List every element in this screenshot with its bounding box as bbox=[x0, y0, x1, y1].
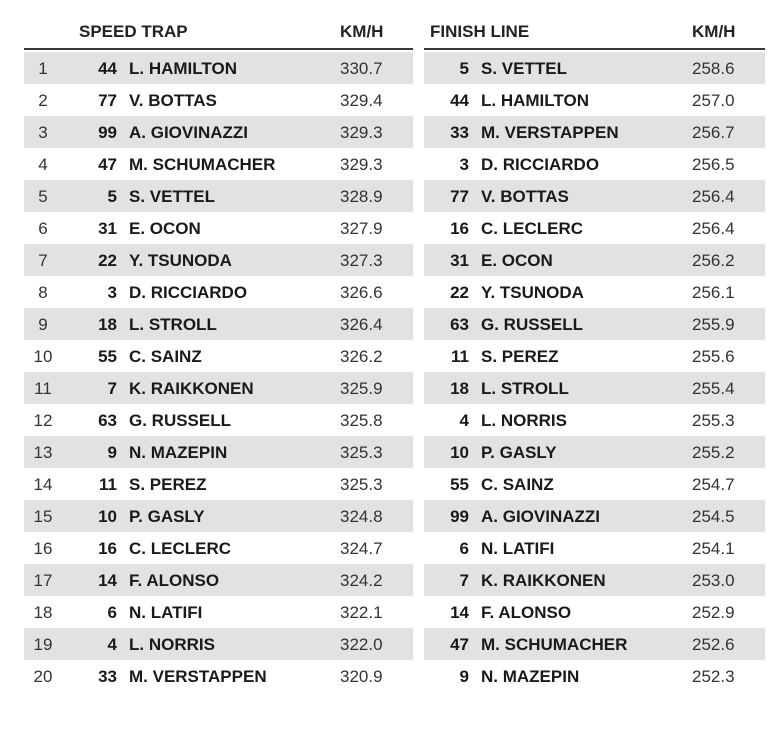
driver-name-cell: L. NORRIS bbox=[129, 635, 215, 654]
position-cell: 10 bbox=[33, 347, 53, 366]
driver-name-cell: V. BOTTAS bbox=[481, 187, 569, 206]
speed-cell: 252.6 bbox=[692, 635, 735, 654]
speed-cell: 255.4 bbox=[692, 379, 735, 398]
speed-cell: 325.9 bbox=[340, 379, 383, 398]
speed-cell: 327.9 bbox=[340, 219, 383, 238]
speed-cell: 254.7 bbox=[692, 475, 735, 494]
position-cell: 13 bbox=[33, 443, 53, 462]
driver-name-cell: N. LATIFI bbox=[481, 539, 555, 558]
car-number-cell: 9 bbox=[459, 667, 469, 686]
driver-name-cell: G. RUSSELL bbox=[129, 411, 232, 430]
speed-cell: 324.7 bbox=[340, 539, 383, 558]
speed-cell: 327.3 bbox=[340, 251, 383, 270]
driver-name-cell: S. VETTEL bbox=[481, 59, 567, 78]
table-row bbox=[24, 84, 413, 116]
finish-line-title: FINISH LINE bbox=[430, 22, 530, 41]
speed-cell: 322.0 bbox=[340, 635, 383, 654]
speed-trap-table bbox=[24, 14, 413, 692]
table-row bbox=[424, 244, 765, 276]
speed-cell: 255.2 bbox=[692, 443, 735, 462]
table-row bbox=[424, 148, 765, 180]
speed-cell: 329.3 bbox=[340, 123, 383, 142]
position-cell: 9 bbox=[38, 315, 48, 334]
car-number-cell: 14 bbox=[98, 571, 117, 590]
car-number-cell: 10 bbox=[98, 507, 117, 526]
driver-name-cell: E. OCON bbox=[481, 251, 553, 270]
car-number-cell: 33 bbox=[450, 123, 469, 142]
speed-cell: 255.3 bbox=[692, 411, 735, 430]
car-number-cell: 18 bbox=[98, 315, 117, 334]
speed-cell: 324.8 bbox=[340, 507, 383, 526]
driver-name-cell: P. GASLY bbox=[129, 507, 205, 526]
driver-name-cell: N. MAZEPIN bbox=[129, 443, 228, 462]
driver-name-cell: A. GIOVINAZZI bbox=[481, 507, 600, 526]
speed-cell: 329.3 bbox=[340, 155, 383, 174]
car-number-cell: 47 bbox=[98, 155, 117, 174]
table-row bbox=[424, 52, 765, 84]
car-number-cell: 99 bbox=[450, 507, 469, 526]
table-row bbox=[424, 340, 765, 372]
speed-cell: 253.0 bbox=[692, 571, 735, 590]
driver-name-cell: L. NORRIS bbox=[481, 411, 567, 430]
speed-cell: 322.1 bbox=[340, 603, 383, 622]
table-row bbox=[24, 660, 413, 692]
driver-name-cell: A. GIOVINAZZI bbox=[129, 123, 248, 142]
speed-cell: 256.1 bbox=[692, 283, 735, 302]
driver-name-cell: F. ALONSO bbox=[481, 603, 572, 622]
car-number-cell: 16 bbox=[450, 219, 469, 238]
driver-name-cell: M. VERSTAPPEN bbox=[129, 667, 267, 686]
car-number-cell: 63 bbox=[98, 411, 117, 430]
driver-name-cell: C. SAINZ bbox=[481, 475, 554, 494]
table-row bbox=[424, 532, 765, 564]
car-number-cell: 9 bbox=[107, 443, 117, 462]
table-row bbox=[24, 532, 413, 564]
car-number-cell: 31 bbox=[98, 219, 117, 238]
speed-cell: 320.9 bbox=[340, 667, 383, 686]
driver-name-cell: D. RICCIARDO bbox=[129, 283, 248, 302]
finish-line-table bbox=[424, 14, 765, 692]
driver-name-cell: Y. TSUNODA bbox=[481, 283, 584, 302]
driver-name-cell: M. SCHUMACHER bbox=[481, 635, 628, 654]
table-row bbox=[24, 340, 413, 372]
speed-cell: 255.6 bbox=[692, 347, 735, 366]
car-number-cell: 55 bbox=[98, 347, 117, 366]
car-number-cell: 11 bbox=[451, 347, 469, 366]
table-row bbox=[424, 276, 765, 308]
car-number-cell: 77 bbox=[98, 91, 117, 110]
table-row bbox=[24, 436, 413, 468]
speed-cell: 255.9 bbox=[692, 315, 735, 334]
driver-name-cell: E. OCON bbox=[129, 219, 201, 238]
driver-name-cell: K. RAIKKONEN bbox=[481, 571, 606, 590]
table-row bbox=[24, 116, 413, 148]
driver-name-cell: M. SCHUMACHER bbox=[129, 155, 276, 174]
speed-cell: 252.3 bbox=[692, 667, 735, 686]
car-number-cell: 6 bbox=[459, 539, 469, 558]
table-row bbox=[424, 500, 765, 532]
driver-name-cell: L. HAMILTON bbox=[129, 59, 237, 78]
position-cell: 5 bbox=[38, 187, 48, 206]
position-cell: 16 bbox=[33, 539, 53, 558]
driver-name-cell: G. RUSSELL bbox=[481, 315, 584, 334]
driver-name-cell: Y. TSUNODA bbox=[129, 251, 232, 270]
car-number-cell: 44 bbox=[98, 59, 117, 78]
position-cell: 14 bbox=[33, 475, 53, 494]
driver-name-cell: S. PEREZ bbox=[129, 475, 207, 494]
driver-name-cell: C. LECLERC bbox=[481, 219, 583, 238]
table-row bbox=[24, 404, 413, 436]
speed-cell: 324.2 bbox=[340, 571, 383, 590]
car-number-cell: 77 bbox=[450, 187, 469, 206]
speed-cell: 252.9 bbox=[692, 603, 735, 622]
driver-name-cell: S. VETTEL bbox=[129, 187, 215, 206]
speed-cell: 325.3 bbox=[340, 443, 383, 462]
speed-cell: 257.0 bbox=[692, 91, 735, 110]
speed-trap-header bbox=[24, 14, 413, 50]
car-number-cell: 44 bbox=[450, 91, 469, 110]
car-number-cell: 6 bbox=[107, 603, 117, 622]
table-row bbox=[424, 308, 765, 340]
speed-trap-rows bbox=[24, 52, 413, 692]
table-row bbox=[24, 596, 413, 628]
driver-name-cell: K. RAIKKONEN bbox=[129, 379, 254, 398]
table-row bbox=[24, 276, 413, 308]
driver-name-cell: V. BOTTAS bbox=[129, 91, 217, 110]
car-number-cell: 99 bbox=[98, 123, 117, 142]
driver-name-cell: C. SAINZ bbox=[129, 347, 202, 366]
speed-trap-unit-header: KM/H bbox=[340, 22, 384, 41]
car-number-cell: 16 bbox=[98, 539, 117, 558]
car-number-cell: 47 bbox=[450, 635, 469, 654]
speed-cell: 256.7 bbox=[692, 123, 735, 142]
position-cell: 1 bbox=[38, 59, 48, 78]
position-cell: 4 bbox=[38, 155, 48, 174]
table-row bbox=[24, 468, 413, 500]
table-row bbox=[424, 212, 765, 244]
position-cell: 11 bbox=[34, 379, 52, 398]
table-row bbox=[424, 436, 765, 468]
table-row bbox=[24, 148, 413, 180]
car-number-cell: 4 bbox=[107, 635, 117, 654]
driver-name-cell: S. PEREZ bbox=[481, 347, 559, 366]
speed-cell: 254.1 bbox=[692, 539, 735, 558]
speed-cell: 326.4 bbox=[340, 315, 383, 334]
table-row bbox=[24, 564, 413, 596]
car-number-cell: 7 bbox=[459, 571, 469, 590]
table-row bbox=[24, 500, 413, 532]
position-cell: 3 bbox=[38, 123, 48, 142]
table-row bbox=[424, 180, 765, 212]
position-cell: 12 bbox=[33, 411, 53, 430]
car-number-cell: 33 bbox=[98, 667, 117, 686]
car-number-cell: 3 bbox=[107, 283, 117, 302]
driver-name-cell: L. STROLL bbox=[481, 379, 569, 398]
finish-line-rows bbox=[424, 52, 765, 692]
table-row bbox=[24, 372, 413, 404]
speed-cell: 326.2 bbox=[340, 347, 383, 366]
car-number-cell: 10 bbox=[450, 443, 469, 462]
position-cell: 15 bbox=[33, 507, 53, 526]
driver-name-cell: L. STROLL bbox=[129, 315, 217, 334]
table-row bbox=[424, 116, 765, 148]
driver-name-cell: C. LECLERC bbox=[129, 539, 231, 558]
driver-name-cell: P. GASLY bbox=[481, 443, 557, 462]
speed-cell: 326.6 bbox=[340, 283, 383, 302]
driver-name-cell: N. MAZEPIN bbox=[481, 667, 580, 686]
table-row bbox=[424, 468, 765, 500]
position-cell: 8 bbox=[38, 283, 48, 302]
position-cell: 6 bbox=[38, 219, 48, 238]
speed-cell: 325.3 bbox=[340, 475, 383, 494]
car-number-cell: 11 bbox=[99, 475, 117, 494]
position-cell: 7 bbox=[38, 251, 48, 270]
table-row bbox=[24, 212, 413, 244]
finish-line-header bbox=[424, 14, 765, 50]
speed-cell: 258.6 bbox=[692, 59, 735, 78]
speed-cell: 328.9 bbox=[340, 187, 383, 206]
car-number-cell: 18 bbox=[450, 379, 469, 398]
table-row bbox=[24, 244, 413, 276]
position-cell: 20 bbox=[33, 667, 53, 686]
car-number-cell: 5 bbox=[107, 187, 117, 206]
table-row bbox=[424, 372, 765, 404]
table-row bbox=[424, 404, 765, 436]
speed-cell: 330.7 bbox=[340, 59, 383, 78]
table-row bbox=[424, 628, 765, 660]
car-number-cell: 5 bbox=[459, 59, 469, 78]
car-number-cell: 55 bbox=[450, 475, 469, 494]
speed-cell: 256.4 bbox=[692, 219, 735, 238]
car-number-cell: 22 bbox=[98, 251, 117, 270]
position-cell: 2 bbox=[38, 91, 48, 110]
table-row bbox=[424, 596, 765, 628]
table-row bbox=[24, 308, 413, 340]
position-cell: 19 bbox=[33, 635, 53, 654]
car-number-cell: 7 bbox=[107, 379, 117, 398]
speed-cell: 256.2 bbox=[692, 251, 735, 270]
table-row bbox=[24, 52, 413, 84]
car-number-cell: 63 bbox=[450, 315, 469, 334]
driver-name-cell: F. ALONSO bbox=[129, 571, 220, 590]
car-number-cell: 22 bbox=[450, 283, 469, 302]
car-number-cell: 14 bbox=[450, 603, 469, 622]
finish-line-unit-header: KM/H bbox=[692, 22, 736, 41]
speed-cell: 256.5 bbox=[692, 155, 735, 174]
position-cell: 18 bbox=[33, 603, 53, 622]
speed-cell: 256.4 bbox=[692, 187, 735, 206]
speed-cell: 325.8 bbox=[340, 411, 383, 430]
car-number-cell: 4 bbox=[459, 411, 469, 430]
table-row bbox=[24, 180, 413, 212]
table-row bbox=[424, 660, 765, 692]
table-row bbox=[424, 564, 765, 596]
position-cell: 17 bbox=[33, 571, 53, 590]
table-row bbox=[24, 628, 413, 660]
speed-cell: 254.5 bbox=[692, 507, 735, 526]
car-number-cell: 3 bbox=[459, 155, 469, 174]
speed-trap-title: SPEED TRAP bbox=[79, 22, 188, 41]
car-number-cell: 31 bbox=[450, 251, 469, 270]
speed-cell: 329.4 bbox=[340, 91, 383, 110]
driver-name-cell: N. LATIFI bbox=[129, 603, 203, 622]
driver-name-cell: D. RICCIARDO bbox=[481, 155, 600, 174]
driver-name-cell: L. HAMILTON bbox=[481, 91, 589, 110]
driver-name-cell: M. VERSTAPPEN bbox=[481, 123, 619, 142]
table-row bbox=[424, 84, 765, 116]
